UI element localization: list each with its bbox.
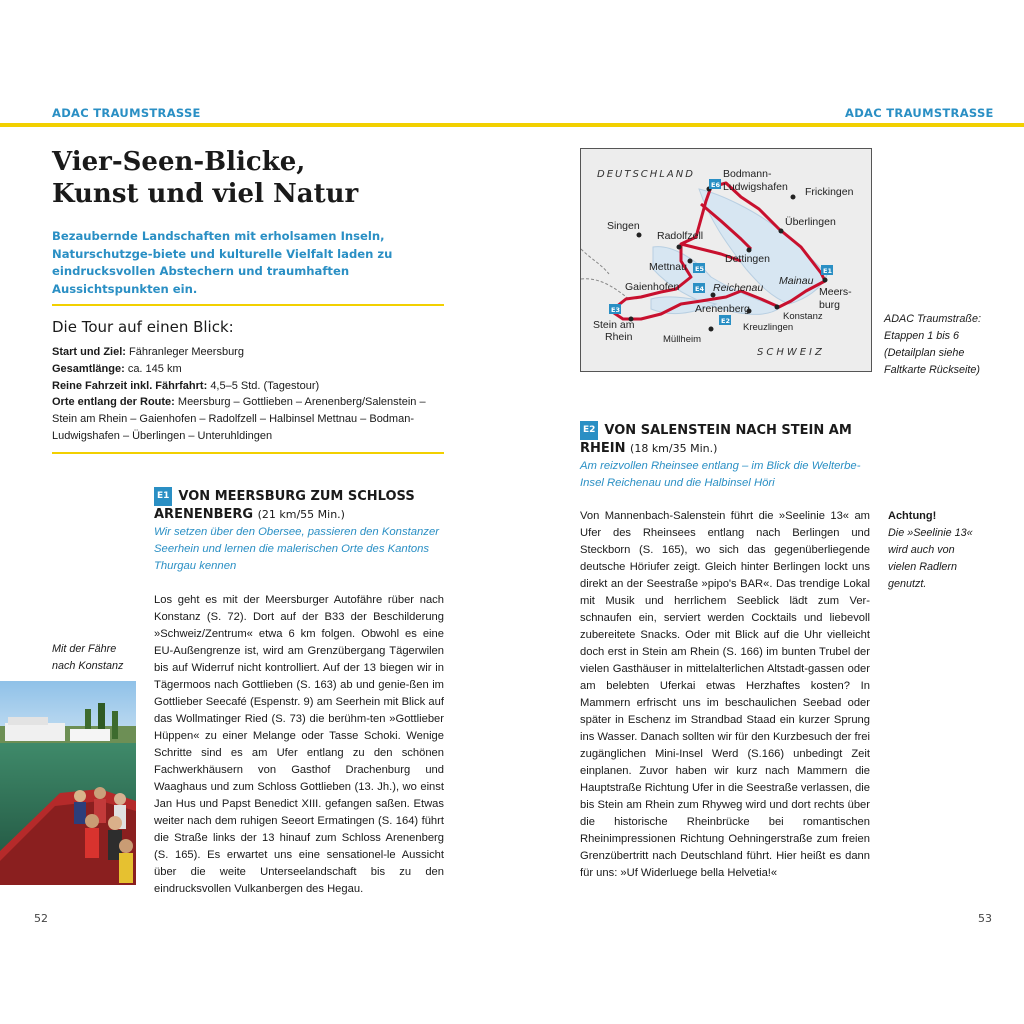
title-line-2: Kunst und viel Natur: [52, 179, 359, 209]
ferry-photo-graphic: [0, 681, 136, 885]
start-label: Start und Ziel:: [52, 346, 126, 358]
e1-body: Los geht es mit der Meersburger Autofähre rüber nach Konstanz (S. 72). Dort auf der B33 der Beschilderung »Schweiz/Zentrum« etwa 6 km folgen. Obwohl es eine EU-Außengrenze ist, wird am Grenzübergang Tägerwilen bis auf Widerruf nicht kontrolliert. Auf der 13 biegen wir in Tägermoos nach Gottlieben (S. 163) ab und genie-ßen im Gottlieber Seecafé (Espenstr. 9) am Seerhein mit Blick auf das Wollmatinger Ried (S. 73) die berühm-ten »Gottlieber Hüppen« zu einer Melange oder Tasse Schoki. Wenige Schritte sind es am Ufer entlang zu den schönen Fachwerkhäusern von Gasthof Drachenburg und Waaghaus und zum Schloss Gottlieben (13. Jh.), wo einst Jan Hus und Papst Benedict XIII. gefangen saßen. Etwas weiter nach dem ruhigen Seeort Ermatingen (S. 164) führt die Straße links der 13 hinauf zum Schloss Arenenberg (S. 165). Es erwartet uns eine sensationel-le Aussicht über die weite Unterseelandschaft bis zu den eindrucksvollen Vulkanbergen des Hegau.: [154, 594, 444, 895]
map-label-arenenberg: Arenenberg: [695, 303, 750, 315]
map-badge-e5: E5: [695, 265, 704, 273]
tour-facts: [52, 344, 452, 445]
map-caption-line-2: Etappen 1 bis 6: [884, 330, 960, 342]
start-value: Fähranleger Meersburg: [129, 346, 244, 358]
e2-subtitle: Am reizvollen Rheinsee entlang – im Blick die Welterbe-Insel Reichenau und die Halbinsel Höri: [580, 460, 861, 489]
tour-heading: Die Tour auf einen Blick:: [52, 318, 234, 336]
aside-line-4: genutzt.: [888, 578, 927, 590]
map-badge-e3: E3: [611, 306, 620, 314]
aside-line-2: wird auch von: [888, 544, 955, 556]
map-label-singen: Singen: [607, 220, 640, 232]
e2-body: Von Mannenbach-Salenstein führt die »Seelinie 13« am Ufer des Rheinsees entlang nach Berlingen und Steckborn (S. 165), wo sich das gegenüberliegende deutsche Höriufer zeigt. Gleich hinter Berlingen lockt uns direkt an der Seestraße »pipo's BAR«. Das trendige Lokal mit Musik und herrlichem Seeblick lädt zum Ver-schnaufen ein, serviert werden Cocktails und liebevoll zubereitete Snacks. Oder mit Blick auf die Uhr vielleicht doch erst in Stein am Rhein (S. 166) im bunten Trubel der vielen Gasthäuser in mittelalterlichen Altstadt-gassen oder am belebten Uferkai etwas Herzhaftes kosten? In Mammern erfrischt uns im beschaulichen Seebad oder später in Eschenz im Strandbad Staad ein kurzer Sprung ins Wasser. Danach sollten wir für den Kurzbesuch der frei zugänglichen Mini-Insel Werd (S.166) unbedingt Zeit einplanen. Zuvor haben wir kurz nach Mammern die Hauptstraße Richtung Ufer in die Seestraße verlassen, die bis Stein am Rhein zum Rhyweg wird und dort rechts über die historische Rheinbrücke bei romantischen Rheinimpressionen Richtung Oehningerstraße zum freien Grenzübertritt nach Deutschland führt. Hier heißt es dann für uns: »Uf Widerluege bella Helvetia!«: [580, 510, 870, 879]
map-label-reichenau: Reichenau: [713, 282, 764, 294]
aside-line-3: vielen Radlern: [888, 561, 958, 573]
divider-top: [52, 304, 444, 306]
running-head-right: ADAC TRAUMSTRASSE: [845, 106, 994, 120]
map-label-mainau: Mainau: [779, 275, 814, 287]
map-label-radolfzell: Radolfzell: [657, 230, 704, 242]
page-number-right: 53: [978, 912, 992, 925]
map-label-deutschland: DEUTSCHLAND: [597, 169, 695, 180]
ferry-photo: [0, 681, 136, 885]
photo-caption-line-1: Mit der Fähre: [52, 643, 117, 655]
map-label-stein-2: Rhein: [605, 331, 633, 343]
map-label-mettnau: Mettnau: [649, 261, 687, 273]
photo-caption-line-2: nach Konstanz: [52, 660, 124, 672]
e1-badge: E1: [154, 487, 172, 506]
title-line-1: Vier-Seen-Blicke,: [52, 147, 306, 177]
e2-title: [580, 421, 880, 457]
route-map-graphic: [581, 149, 871, 371]
e1-title-text: VON MEERSBURG ZUM SCHLOSS ARENENBERG: [154, 489, 415, 522]
map-label-muellheim: Müllheim: [663, 334, 702, 345]
e2-duration: (18 km/35 Min.): [630, 442, 718, 455]
map-label-frickingen: Frickingen: [805, 186, 854, 198]
e2-title-line-2: RHEIN: [580, 441, 626, 456]
e2-badge: E2: [580, 421, 598, 440]
divider-bottom: [52, 452, 444, 454]
map-label-konstanz: Konstanz: [783, 311, 823, 322]
map-badge-e2: E2: [721, 317, 730, 325]
map-label-dettingen: Dettingen: [725, 253, 770, 265]
running-head-left: ADAC TRAUMSTRASSE: [52, 106, 201, 120]
map-label-bodman: Bodmann-: [723, 168, 772, 180]
aside-title: Achtung!: [888, 510, 937, 522]
map-badge-e1: E1: [823, 267, 832, 275]
page-title: [52, 146, 472, 210]
map-caption: [884, 311, 1004, 379]
map-caption-line-4: Faltkarte Rückseite): [884, 364, 981, 376]
e2-title-line-1: VON SALENSTEIN NACH STEIN AM: [604, 423, 852, 438]
time-label: Reine Fahrzeit inkl. Fährfahrt:: [52, 379, 208, 392]
places-label: Orte entlang der Route:: [52, 396, 175, 409]
map-label-ueberlingen: Überlingen: [785, 216, 836, 228]
map-caption-line-3: (Detailplan siehe: [884, 347, 965, 359]
map-label-burg: burg: [819, 299, 841, 311]
map-badge-e4: E4: [695, 285, 704, 293]
page-number-left: 52: [34, 912, 48, 925]
map-caption-line-1: ADAC Traumstraße:: [884, 313, 981, 325]
e1-title: [154, 487, 454, 523]
map-label-kreuzlingen: Kreuzlingen: [743, 322, 794, 333]
map-label-gaienhofen: Gaienhofen: [625, 281, 680, 293]
header-rule: [0, 123, 1024, 127]
intro-text: Bezaubernde Landschaften mit erholsamen Inseln, Naturschutzge-biete und kulturelle Vielfalt laden zu eindrucksvollen Abstechern und traumhaften Aussichtspunkten ein.: [52, 229, 393, 296]
length-value: ca. 145 km: [127, 362, 182, 375]
map-badge-e6: E6: [711, 181, 720, 189]
time-value: 4,5–5 Std. (Tagestour): [210, 379, 320, 392]
aside-line-1: Die »Seelinie 13«: [888, 527, 973, 539]
aside-note: [888, 508, 998, 593]
map-label-stein-1: Stein am: [593, 319, 635, 331]
map-label-schweiz: SCHWEIZ: [757, 347, 825, 358]
places-value: Meersburg – Gottlieben – Arenenberg/Salenstein – Stein am Rhein – Gaienhofen – Radolfzell – Halbinsel Mettnau – Bodman-Ludwigshafen – Überlingen – Unteruhldingen: [52, 396, 426, 442]
map-label-ludwigshafen: Ludwigshafen: [723, 181, 788, 193]
map-label-meers: Meers-: [819, 286, 852, 298]
photo-caption: [52, 641, 142, 675]
e1-subtitle: Wir setzen über den Obersee, passieren den Konstanzer Seerhein und lernen die malerischen Orte des Kantons Thurgau kennen: [154, 526, 439, 572]
e1-duration: (21 km/55 Min.): [257, 508, 345, 521]
length-label: Gesamtlänge:: [52, 362, 125, 375]
route-map: [580, 148, 872, 372]
